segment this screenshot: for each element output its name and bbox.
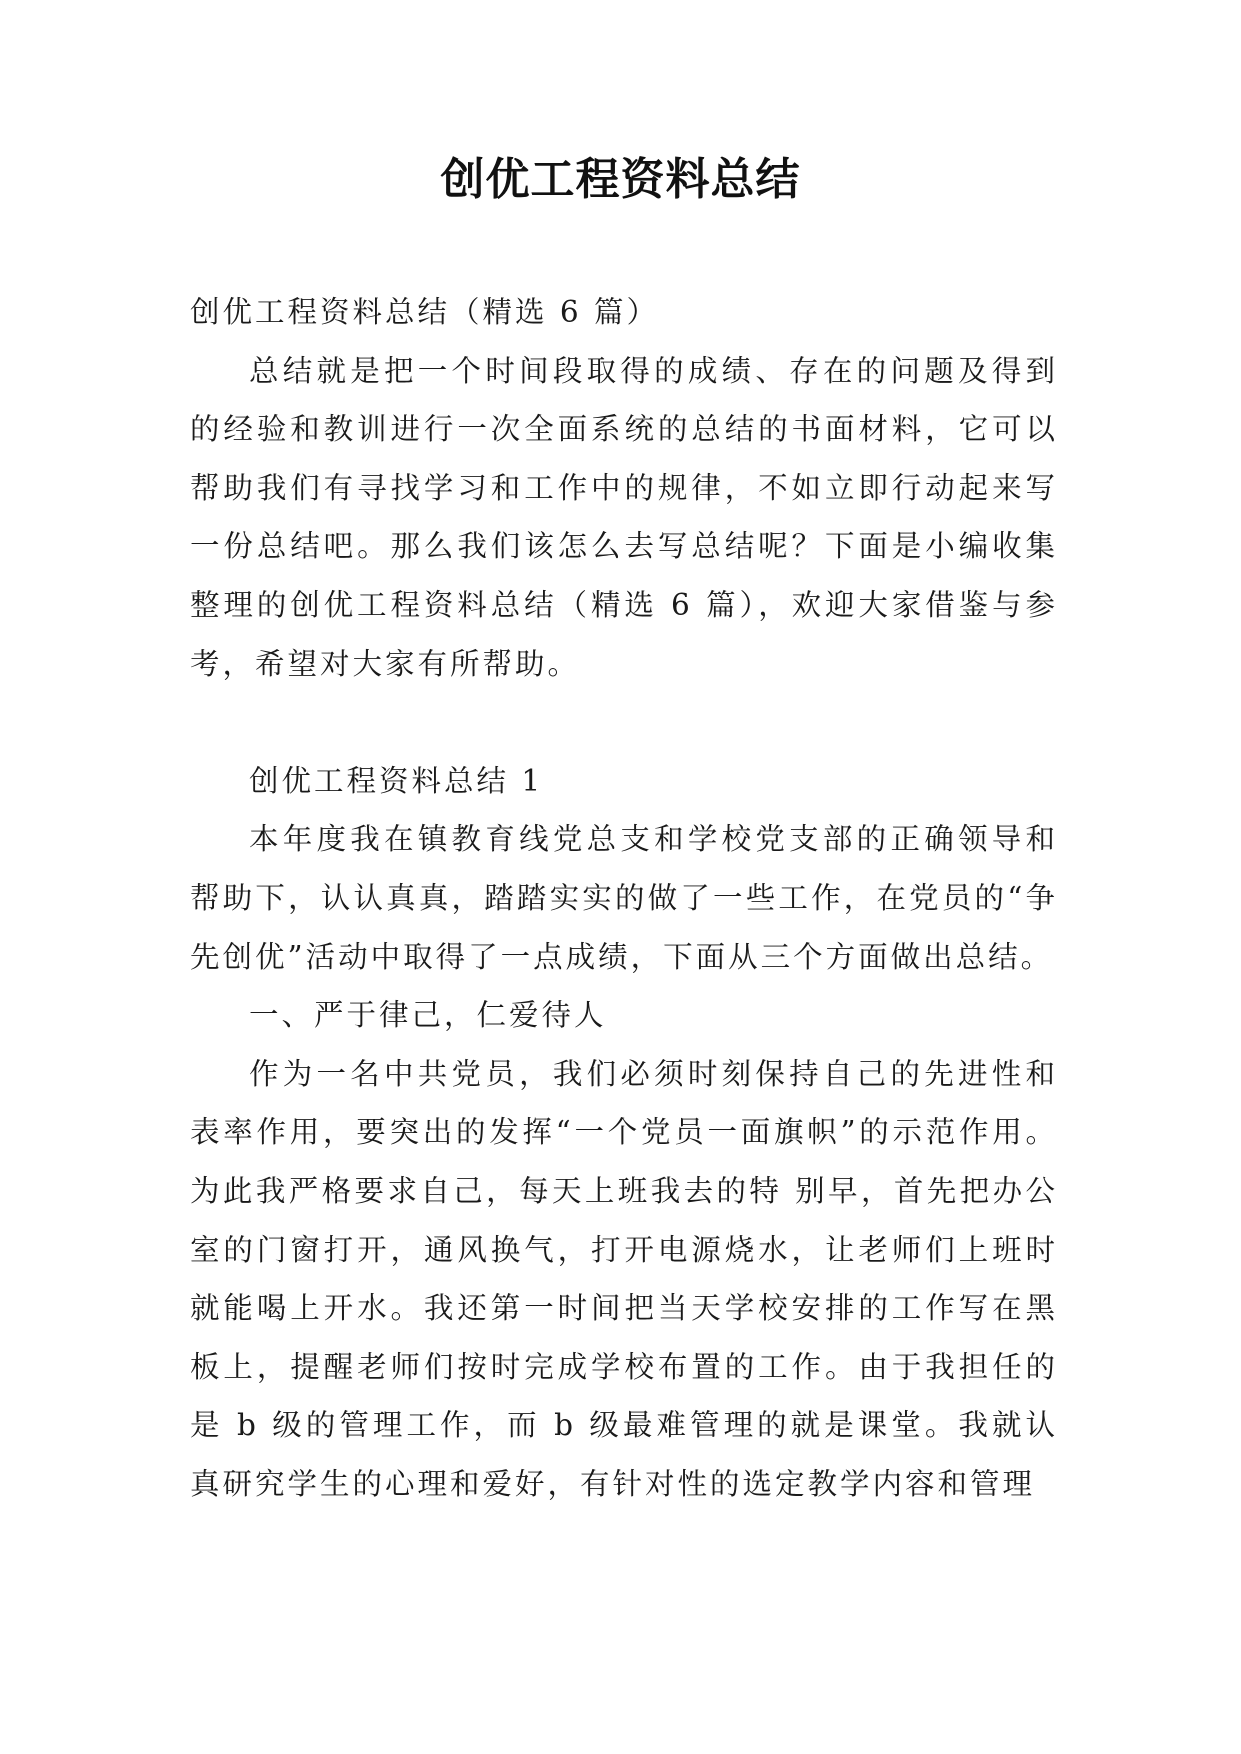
section-heading: 创优工程资料总结 1 bbox=[249, 763, 544, 798]
document-subtitle: 创优工程资料总结（精选 6 篇） bbox=[190, 295, 660, 329]
paragraph-spacer bbox=[190, 693, 1058, 752]
document-title: 创优工程资料总结 bbox=[440, 154, 801, 205]
subheading-1: 一、严于律己，仁爱待人 bbox=[249, 998, 607, 1033]
document-body bbox=[190, 283, 1058, 1513]
body-paragraph-2: 作为一名中共党员，我们必须时刻保持自己的先进性和表率作用，要突出的发挥“一个党员一面旗帜”的示范作用。为此我严格要求自己，每天上班我去的特 别早，首先把办公室的门窗打开，通风换气，打开电源烧水，让老师们上班时就能喝上开水。我还第一时间把当天学校安排的工作写在黑板上，提醒老师们按时完成学校布置的工作。由于我担任的是 b 级的管理工作，而 b 级最难管理的就是课堂。我就认真研究学生的心理和爱好，有针对性的选定教学内容和管理 bbox=[190, 1056, 1058, 1501]
body-paragraph-1: 本年度我在镇教育线党总支和学校党支部的正确领导和帮助下，认认真真，踏踏实实的做了一些工作，在党员的“争先创优”活动中取得了一点成绩，下面从三个方面做出总结。 bbox=[190, 822, 1058, 974]
intro-paragraph: 总结就是把一个时间段取得的成绩、存在的问题及得到的经验和教训进行一次全面系统的总结的书面材料，它可以帮助我们有寻找学习和工作中的规律，不如立即行动起来写一份总结吧。那么我们该怎么去写总结呢？下面是小编收集整理的创优工程资料总结（精选 6 篇），欢迎大家借鉴与参考，希望对大家有所帮助。 bbox=[190, 353, 1058, 681]
